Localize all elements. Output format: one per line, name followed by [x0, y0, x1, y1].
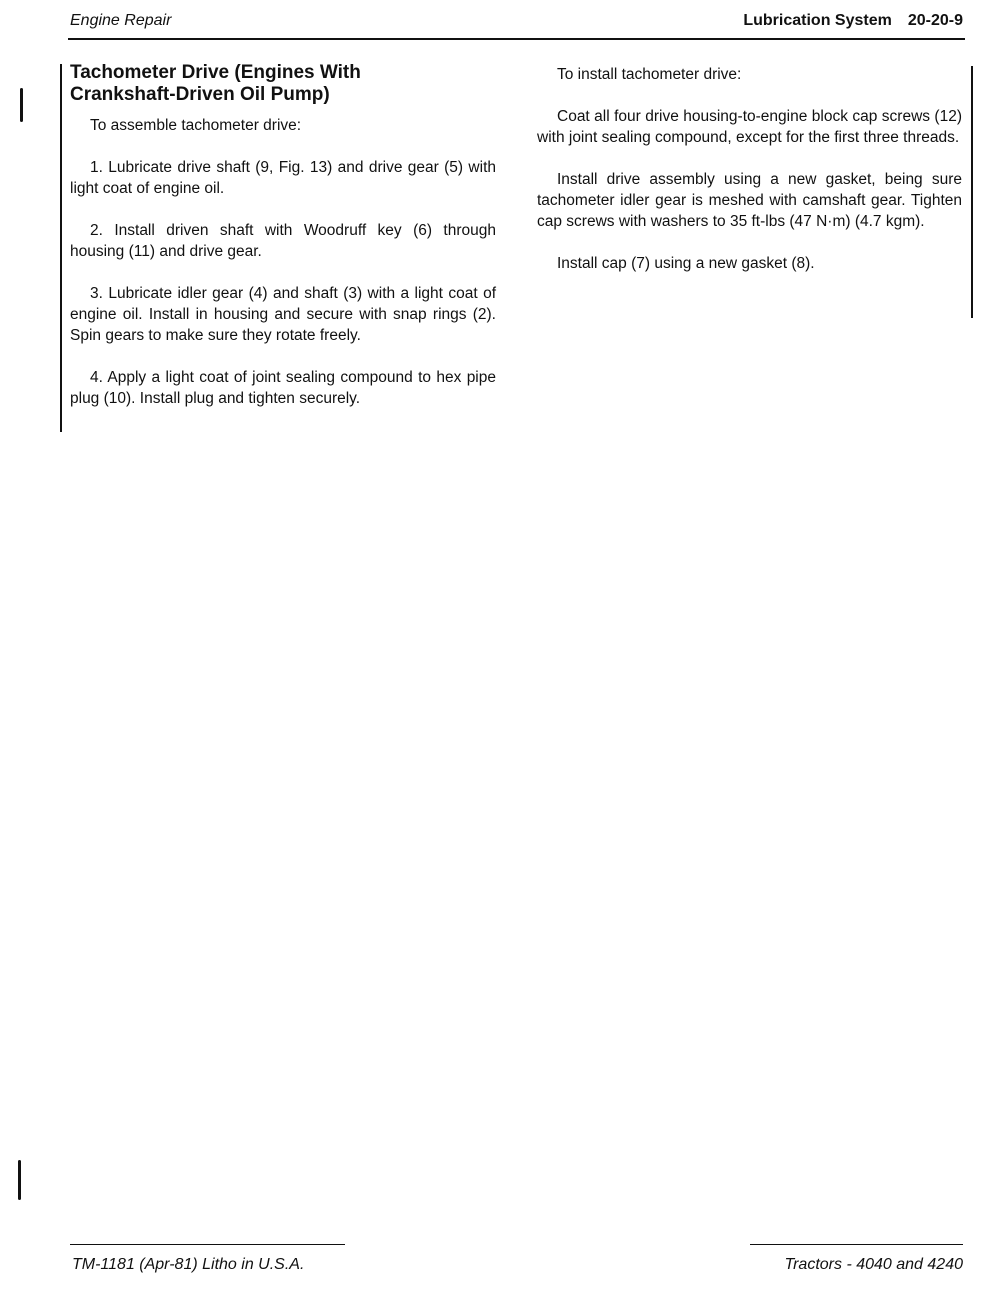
footer-rule-left — [70, 1244, 345, 1245]
running-header-chapter — [743, 12, 963, 30]
section-title — [70, 62, 496, 106]
binding-mark-top — [20, 88, 23, 122]
right-column — [537, 64, 962, 295]
assemble-step-2: 2. Install driven shaft with Woodruff key (6) through housing (11) and drive gear. — [70, 222, 496, 260]
header-rule — [68, 38, 965, 40]
page-number: 20-20-9 — [907, 12, 963, 29]
change-bar-left — [60, 64, 62, 432]
assemble-step-4: 4. Apply a light coat of joint sealing compound to hex pipe plug (10). Install plug and tighten securely. — [70, 369, 496, 407]
install-paragraph-3: Install cap (7) using a new gasket (8). — [557, 255, 815, 272]
install-paragraph-2: Install drive assembly using a new gasket, being sure tachometer idler gear is meshed with camshaft gear. Tighten cap screws with washers to 35 ft-lbs (47 N·m) (4.7 kgm). — [537, 171, 962, 230]
assemble-intro: To assemble tachometer drive: — [90, 117, 302, 134]
footer-models: Tractors - 4040 and 4240 — [784, 1256, 963, 1273]
section-title-line1: Tachometer Drive (Engines With — [70, 62, 361, 83]
install-paragraph-1: Coat all four drive housing-to-engine block cap screws (12) with joint sealing compound, except for the first three threads. — [537, 108, 962, 146]
left-column — [70, 62, 496, 430]
assemble-step-3: 3. Lubricate idler gear (4) and shaft (3) with a light coat of engine oil. Install in housing and secure with snap rings (2). Spin gears to make sure they rotate freely. — [70, 285, 496, 344]
assemble-step-1: 1. Lubricate drive shaft (9, Fig. 13) and drive gear (5) with light coat of engine oil. — [70, 159, 496, 197]
install-intro: To install tachometer drive: — [557, 66, 742, 83]
chapter-title: Lubrication System — [743, 12, 892, 29]
footer-rule-right — [750, 1244, 963, 1245]
footer-publication: TM-1181 (Apr-81) Litho in U.S.A. — [72, 1256, 305, 1273]
section-title-line2: Crankshaft-Driven Oil Pump) — [70, 84, 330, 105]
binding-mark-bottom — [18, 1160, 21, 1200]
running-header-section: Engine Repair — [70, 12, 172, 29]
change-bar-right — [971, 66, 973, 318]
